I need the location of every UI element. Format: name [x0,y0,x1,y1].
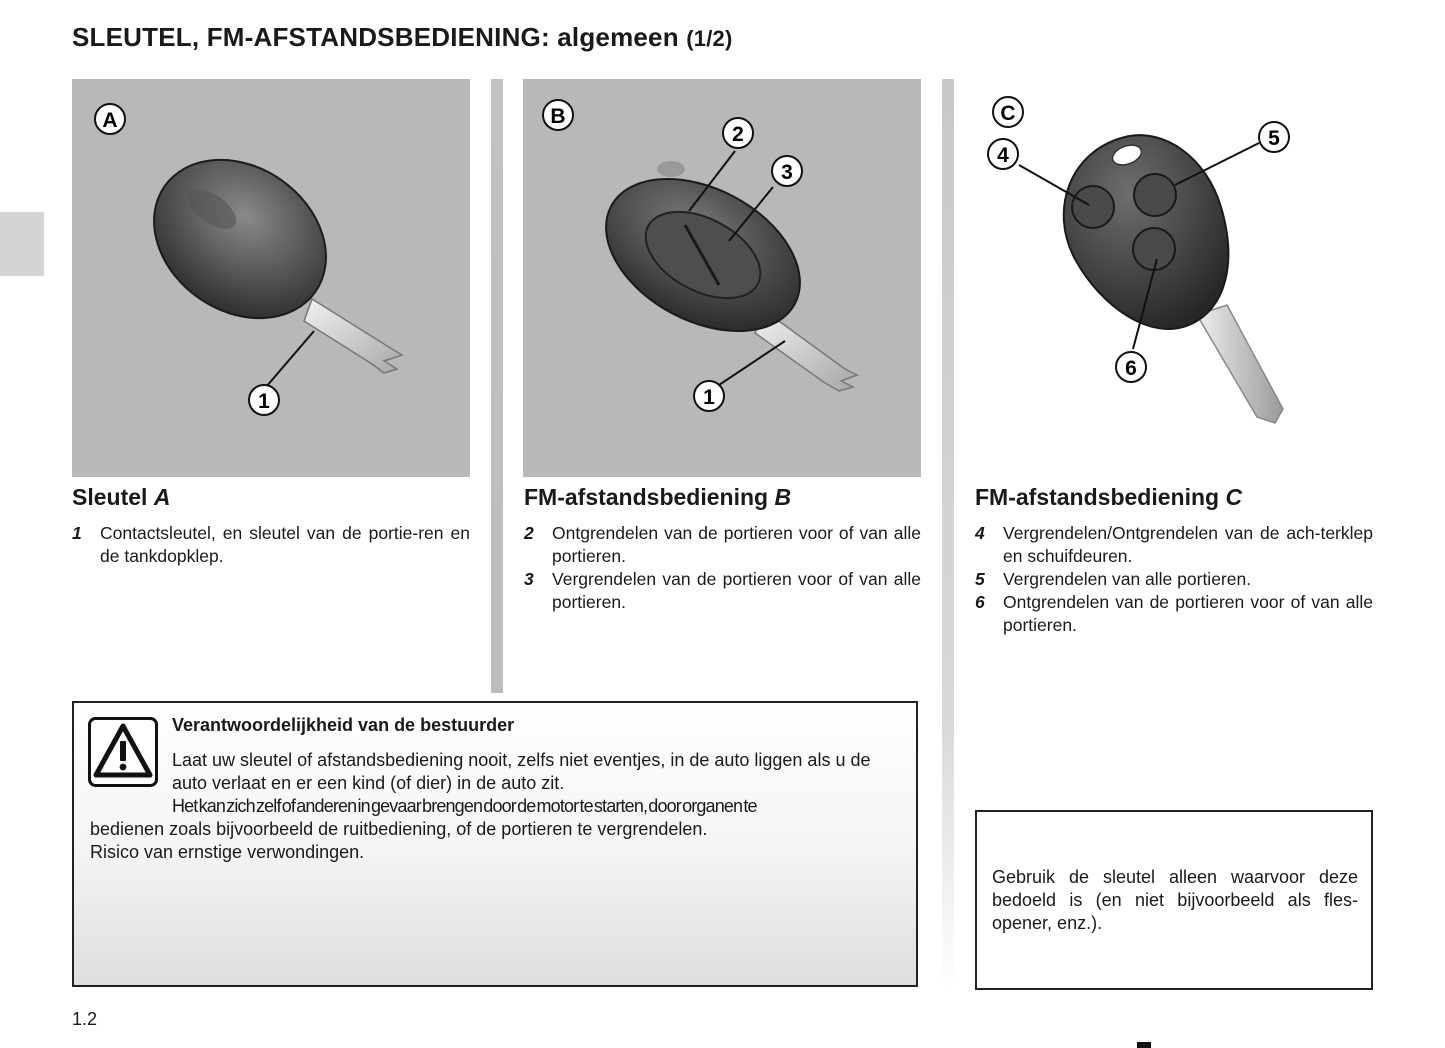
heading-letter: C [1225,484,1243,510]
item-text: Vergrendelen van alle portieren. [1003,569,1252,589]
list-remote-b [524,522,921,614]
chapter-tab [0,212,44,276]
list-item [524,522,921,568]
svg-text:B: B [550,105,566,128]
item-number: 5 [975,569,985,589]
warning-box [72,701,918,987]
heading-letter: B [774,484,792,510]
svg-text:5: 5 [1268,127,1280,150]
heading-text: FM-afstandsbediening [975,484,1220,510]
heading-text: FM-afstandsbediening [524,484,769,510]
callout-5 [1259,122,1289,152]
section-heading-remote-b [524,484,791,511]
svg-text:C: C [1000,102,1016,125]
heading-letter: A [153,484,171,510]
figure-remote-b [523,79,921,477]
crop-mark [1137,1042,1151,1048]
figure-key-a [72,79,470,477]
callout-1-b [694,381,724,411]
item-number: 2 [524,523,534,543]
svg-text:1: 1 [703,386,715,409]
remote-c-illustration [975,79,1373,477]
svg-text:4: 4 [997,144,1009,167]
column-divider-1 [491,79,503,693]
list-item [524,568,921,614]
warning-text [90,749,906,864]
callout-6 [1116,352,1146,382]
callout-1 [249,385,279,415]
svg-text:3: 3 [781,161,793,184]
warning-paragraph-3: Risico van ernstige verwondingen. [90,842,365,862]
figure-remote-c [975,79,1373,477]
list-key-a [72,522,470,568]
remote-b-illustration [523,79,921,477]
list-item [975,522,1373,568]
section-heading-key-a [72,484,170,511]
svg-text:A: A [102,109,118,132]
page-title-text: SLEUTEL, FM-AFSTANDSBEDIENING: algemeen [72,22,679,52]
item-text: Ontgrendelen van de portieren voor of van alle portieren. [552,523,921,566]
item-number: 3 [524,569,534,589]
warning-title: Verantwoordelijkheid van de bestuurder [172,715,515,735]
section-heading-remote-c [975,484,1242,511]
list-item [975,568,1373,591]
item-text: Vergrendelen/Ontgrendelen van de ach-terklep en schuifdeuren. [1003,523,1373,566]
page-title-suffix: (1/2) [686,26,733,51]
page-number: 1.2 [72,1009,98,1029]
svg-text:6: 6 [1125,357,1137,380]
item-number: 1 [72,523,82,543]
svg-text:1: 1 [258,390,270,413]
callout-2 [723,118,753,148]
item-text: Ontgrendelen van de portieren voor of van alle portieren. [1003,592,1373,635]
item-text: Vergrendelen van de portieren voor of van alle portieren. [552,569,921,612]
item-number: 6 [975,592,985,612]
svg-text:2: 2 [732,123,744,146]
heading-text: Sleutel [72,484,148,510]
list-item [975,591,1373,637]
callout-c-letter [993,97,1023,127]
callout-b-letter [543,100,573,130]
list-remote-c [975,522,1373,637]
item-text: Contactsleutel, en sleutel van de portie-ren en de tankdopklep. [100,523,470,566]
info-box [975,810,1373,990]
callout-a-letter [95,104,125,134]
warning-paragraph-1: Laat uw sleutel of afstandsbediening nooit, zelfs niet eventjes, in de auto liggen als u de auto verlaat en er een kind (of dier) in de auto zit. [172,750,871,793]
callout-3 [772,156,802,186]
column-divider-2 [942,79,954,988]
callout-4 [988,139,1018,169]
warning-paragraph-2-cont: bedienen zoals bijvoorbeeld de ruitbediening, of de portieren te vergrendelen. [90,819,708,839]
key-a-illustration [72,79,470,477]
item-number: 4 [975,523,985,543]
warning-paragraph-2: Het kan zich zelf of anderen in gevaar brengen door de motor te starten, door organen te [172,796,757,816]
page-title [72,22,733,53]
info-text: Gebruik de sleutel alleen waarvoor deze bedoeld is (en niet bijvoorbeeld als fles-opener, enz.). [992,867,1358,933]
list-item [72,522,470,568]
